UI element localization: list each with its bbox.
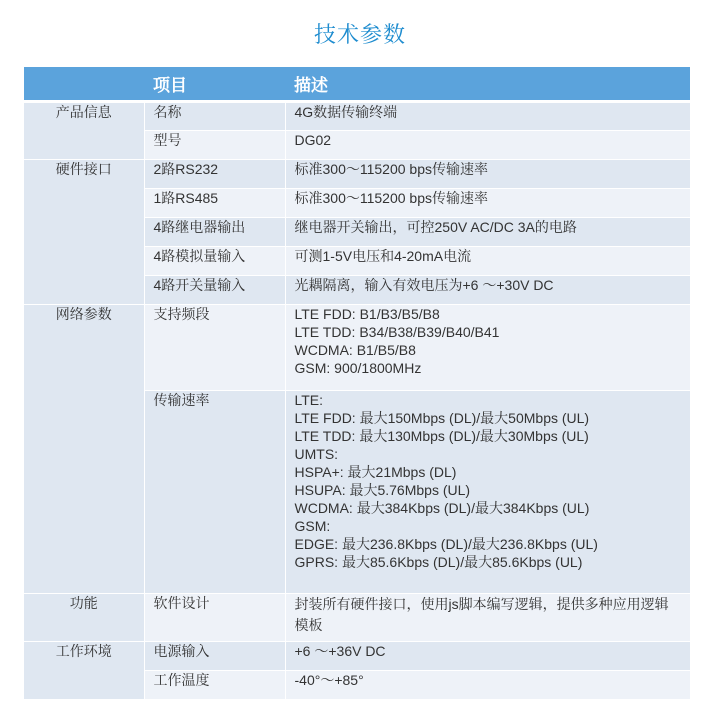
row-desc-rates [285, 391, 690, 594]
group-function: 功能 [24, 594, 144, 642]
spec-table [24, 67, 691, 700]
group-network: 网络参数 [24, 305, 144, 594]
header-description: 描述 [285, 67, 690, 102]
row-item: 电源输入 [144, 642, 285, 671]
row-desc: +6 ～+36V DC [285, 642, 690, 671]
group-product: 产品信息 [24, 102, 144, 160]
rate-line: WCDMA: 最大384Kbps (DL)/最大384Kbps (UL) [294, 500, 590, 516]
row-item: 软件设计 [144, 594, 285, 642]
header-blank [24, 67, 144, 102]
table-row [24, 160, 690, 189]
row-desc: 光耦隔离，输入有效电压为+6 ～+30V DC [285, 276, 690, 305]
row-item: 型号 [144, 131, 285, 160]
page-title: 技术参数 [313, 22, 406, 47]
header-item: 项目 [144, 67, 285, 102]
row-item: 工作温度 [144, 671, 285, 700]
row-desc: 标准300～115200 bps传输速率 [285, 160, 690, 189]
band-line: WCDMA: B1/B5/B8 [294, 342, 416, 358]
row-item: 4路模拟量输入 [144, 247, 285, 276]
row-item: 名称 [144, 102, 285, 131]
rate-line: EDGE: 最大236.8Kbps (DL)/最大236.8Kbps (UL) [294, 536, 598, 552]
group-environment: 工作环境 [24, 642, 144, 700]
row-desc: 封装所有硬件接口，使用js脚本编写逻辑，提供多种应用逻辑模板 [285, 594, 690, 642]
band-line: LTE FDD: B1/B3/B5/B8 [294, 306, 440, 322]
rate-line: HSUPA: 最大5.76Mbps (UL) [294, 482, 471, 498]
row-desc: DG02 [285, 131, 690, 160]
rate-line: LTE TDD: 最大130Mbps (DL)/最大30Mbps (UL) [294, 428, 589, 444]
table-row [24, 594, 690, 642]
rate-line: UMTS: [294, 446, 339, 462]
row-desc-bands [285, 305, 690, 391]
table-row [24, 642, 690, 671]
table-row [24, 305, 690, 391]
rate-line: GPRS: 最大85.6Kbps (DL)/最大85.6Kbps (UL) [294, 554, 583, 570]
table-header-row [24, 67, 690, 102]
band-line: GSM: 900/1800MHz [294, 360, 422, 376]
rate-line: LTE FDD: 最大150Mbps (DL)/最大50Mbps (UL) [294, 410, 590, 426]
rate-line: GSM: [294, 518, 331, 534]
row-desc: 4G数据传输终端 [285, 102, 690, 131]
table-row [24, 102, 690, 131]
row-item: 传输速率 [144, 391, 285, 594]
row-item: 支持频段 [144, 305, 285, 391]
row-desc: 继电器开关输出，可控250V AC/DC 3A的电路 [285, 218, 690, 247]
row-item: 1路RS485 [144, 189, 285, 218]
rate-line: HSPA+: 最大21Mbps (DL) [294, 464, 457, 480]
row-item: 2路RS232 [144, 160, 285, 189]
band-line: LTE TDD: B34/B38/B39/B40/B41 [294, 324, 500, 340]
row-item: 4路继电器输出 [144, 218, 285, 247]
row-desc: -40°～+85° [285, 671, 690, 700]
row-item: 4路开关量输入 [144, 276, 285, 305]
group-hardware: 硬件接口 [24, 160, 144, 305]
row-desc: 标准300～115200 bps传输速率 [285, 189, 690, 218]
row-desc: 可测1-5V电压和4-20mA电流 [285, 247, 690, 276]
rate-line: LTE: [294, 392, 324, 408]
